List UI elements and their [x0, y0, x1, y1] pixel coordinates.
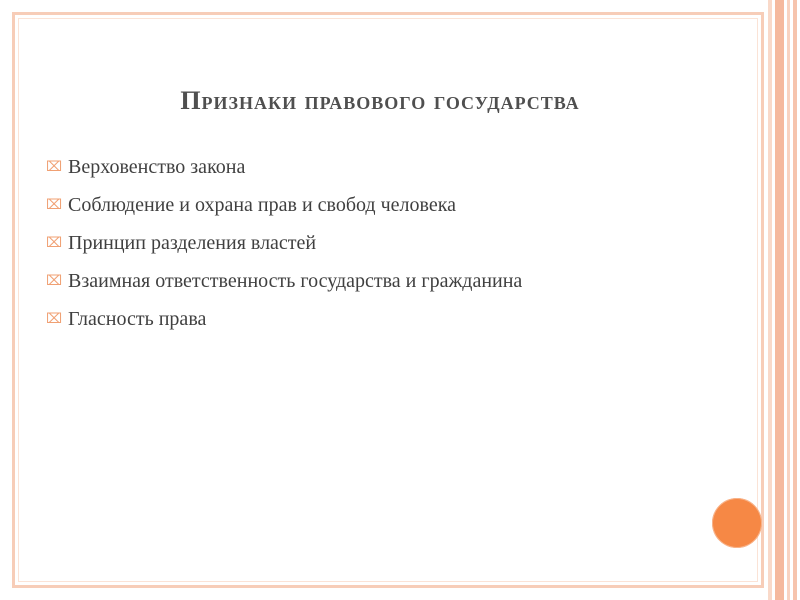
bullet-item — [46, 186, 522, 224]
bullet-item — [46, 224, 522, 262]
bullet-icon: ⌧ — [46, 311, 63, 327]
slide-title: Признаки правового государства — [180, 86, 580, 115]
bullet-text: Взаимная ответственность государства и гражданина — [68, 269, 523, 292]
bullet-icon: ⌧ — [46, 273, 63, 289]
decorative-stripe — [793, 0, 797, 600]
bullet-item — [46, 148, 522, 186]
decorative-stripe — [768, 0, 772, 600]
bullet-icon: ⌧ — [46, 159, 63, 175]
bullet-text: Верховенство закона — [68, 155, 246, 178]
bullet-item — [46, 262, 522, 300]
decorative-stripe — [775, 0, 784, 600]
bullet-text: Гласность права — [68, 307, 207, 330]
bullet-text: Принцип разделения властей — [68, 231, 317, 254]
bullet-list — [46, 148, 522, 338]
decorative-stripe — [787, 0, 790, 600]
bullet-icon: ⌧ — [46, 235, 63, 251]
decorative-circle — [712, 498, 762, 548]
bullet-text: Соблюдение и охрана прав и свобод человека — [68, 193, 457, 216]
bullet-icon: ⌧ — [46, 197, 63, 213]
bullet-item — [46, 300, 522, 338]
